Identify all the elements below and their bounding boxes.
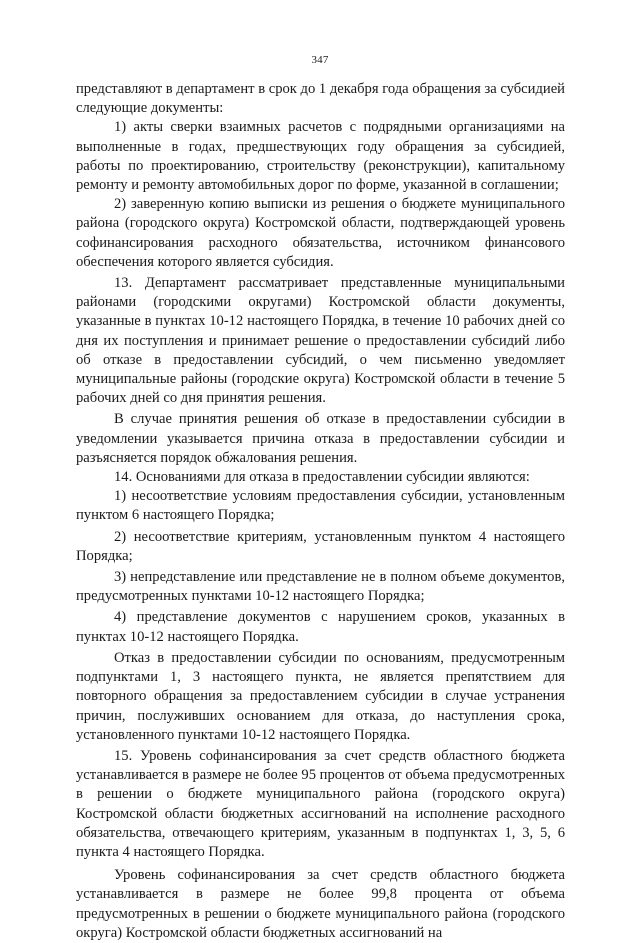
paragraph-14-item-1: 1) несоответствие условиям предоставления субсидии, установленным пунктом 6 настоящего Порядка; <box>76 488 565 524</box>
paragraph-14: 14. Основаниями для отказа в предоставлении субсидии являются: <box>114 469 530 486</box>
paragraph-item-2-copy: 2) заверенную копию выписки из решения о бюджете муниципального района (городского округа) Костромской области, подтверждающей уровень софинансирования расходного обязательства, источником финансового обеспечения которого является субсидия. <box>76 196 565 270</box>
page-number: 347 <box>311 54 329 66</box>
paragraph-cofinancing-99-8: Уровень софинансирования за счет средств областного бюджета устанавливается в размере не более 99,8 процента от объема предусмотренных в решении о бюджете муниципального района (городского округа) Костромской области бюджетных ассигнований на <box>76 867 565 941</box>
paragraph-item-1-acts: 1) акты сверки взаимных расчетов с подрядными организациями на выполненные в годах, предшествующих году обращения за субсидией, работы по проектированию, строительству (реконструкции), капитальному ремонту и ремонту автомобильных дорог по форме, указанной в соглашении; <box>76 119 565 194</box>
paragraph-15: 15. Уровень софинансирования за счет средств областного бюджета устанавливается в размере не более 95 процентов от объема предусмотренных в решении о бюджете муниципального района (городского округа) Костромской области бюджетных ассигнований на исполнение расходного обязательства, отвечающего критериям, указанным в подпунктах 1, 3, 5, 6 пункта 4 настоящего Порядка. <box>76 747 565 860</box>
paragraph-refusal-grounds: Отказ в предоставлении субсидии по основаниям, предусмотренным подпунктами 1, 3 настоящего пункта, не является препятствием для повторного обращения за предоставлением субсидии в случае устранения причин, послуживших основанием для отказа, до наступления срока, установленного пунктами 10-12 настоящего Порядка. <box>76 649 565 743</box>
paragraph-intro-continued: представляют в департамент в срок до 1 декабря года обращения за субсидией следующие документы: <box>76 81 565 117</box>
paragraph-refusal-notice: В случае принятия решения об отказе в предоставлении субсидии в уведомлении указывается причина отказа в предоставлении субсидии и разъясняется порядок обжалования решения. <box>76 411 565 466</box>
paragraph-14-item-4: 4) представление документов с нарушением сроков, указанных в пунктах 10-12 настоящего Порядка. <box>76 609 565 645</box>
paragraph-14-item-2: 2) несоответствие критериям, установленным пунктом 4 настоящего Порядка; <box>76 528 565 564</box>
paragraph-13: 13. Департамент рассматривает представленные муниципальными районами (городскими округами) Костромской области документы, указанные в пунктах 10-12 настоящего Порядка, в течение 10 рабочих дней со дня их поступления и принимает решение о предоставлении субсидий либо об отказе в предоставлении субсидий, о чем письменно уведомляет муниципальные районы (городские округа) Костромской области в течение 5 рабочих дней со дня принятия решения. <box>76 275 565 407</box>
paragraph-14-item-3: 3) непредставление или представление не в полном объеме документов, предусмотренных пунктами 10-12 настоящего Порядка; <box>76 569 565 605</box>
document-body <box>76 80 565 943</box>
